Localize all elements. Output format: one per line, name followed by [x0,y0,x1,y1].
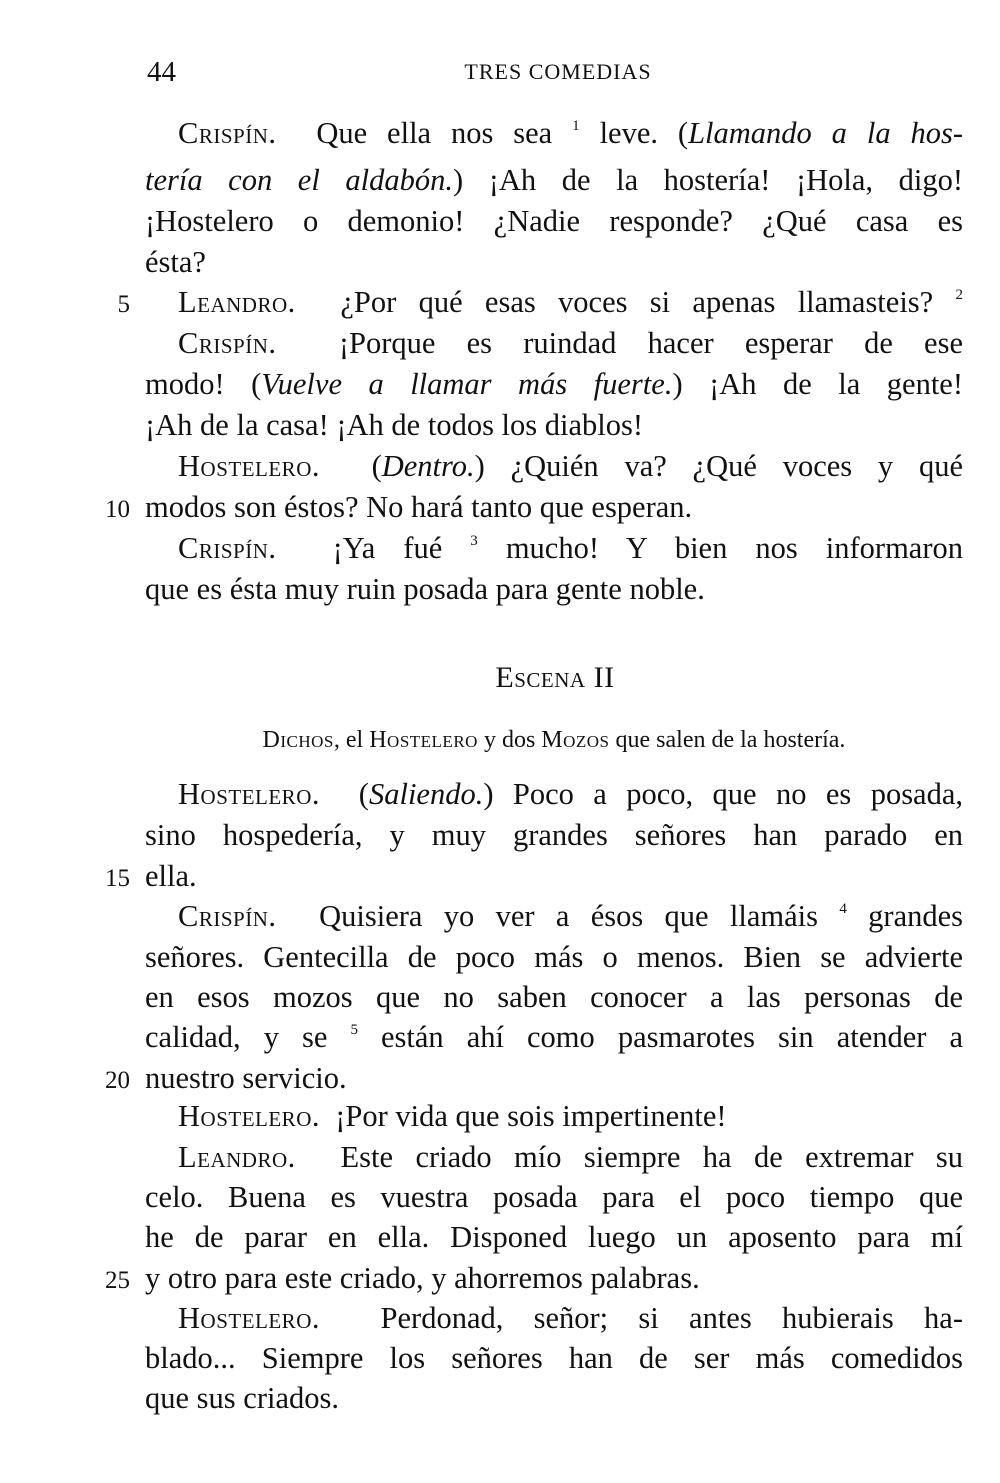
speaker-name: Leandro. [178,1140,296,1174]
text-line [145,1338,963,1378]
text-line [145,1017,963,1057]
text-line [178,446,963,486]
text-line [178,1096,963,1136]
text-line [178,323,963,363]
stage-direction: Llamando a la hos- [688,116,964,150]
dialogue-text: y otro para este criado, y ahorremos palabras. [145,1261,700,1295]
dialogue-text: Este criado mío siempre ha de extremar su [340,1140,964,1174]
footnote-marker: 5 [350,1022,358,1038]
speaker-name: Crispín. [178,116,277,150]
scene-dir-part: Mozos [541,727,610,753]
text-line [178,1137,963,1177]
scene-dir-part: que salen de la hostería. [609,727,846,753]
text-line [145,1217,963,1257]
text-line [178,774,963,814]
text-line [178,282,963,322]
dialogue-text: ¡Ya fué [332,531,443,565]
scene-dir-part: y dos [477,727,542,753]
dialogue-text: he de parar en ella. Disponed luego un aposento para mí [145,1220,963,1254]
text-line [178,1298,963,1338]
dialogue-text: ( [358,777,369,811]
speaker-name: Leandro. [178,285,296,319]
speaker-name: Hostelero. [178,777,320,811]
page-number: 44 [147,56,176,88]
text-line [145,160,963,200]
dialogue-text: grandes [868,899,964,933]
footnote-marker: 2 [955,287,964,303]
dialogue-text: Que ella nos sea [316,116,553,150]
line-number: 25 [105,1267,130,1294]
text-line [145,937,963,977]
dialogue-text: Perdonad, señor; si antes hubierais ha- [380,1301,963,1335]
dialogue-text: que sus criados. [145,1381,339,1415]
dialogue-text: están ahí como pasmarotes sin atender a [381,1020,964,1054]
dialogue-text: que es ésta muy ruin posada para gente noble. [145,572,705,606]
stage-direction: Vuelve a llamar más fuerte. [261,367,673,401]
dialogue-text: ) Poco a poco, que no es posada, [483,777,964,811]
dialogue-text: ¿Por qué esas voces si apenas llamasteis? [340,285,934,319]
text-line [145,201,963,241]
scene-dir-part: Dichos [262,727,334,753]
dialogue-text: celo. Buena es vuestra posada para el poco tiempo que [145,1180,963,1214]
text-line [145,242,963,282]
text-line [178,528,963,568]
text-line [145,1258,963,1298]
speaker-name: Crispín. [178,531,277,565]
stage-direction: Dentro. [381,449,475,483]
text-line [145,487,963,527]
text-line [145,364,963,404]
dialogue-text: leve. ( [599,116,689,150]
text-line [145,856,963,896]
text-line [145,977,963,1017]
dialogue-text: ella. [145,859,197,893]
dialogue-text: ) ¡Ah de la hostería! ¡Hola, digo! [452,163,963,197]
dialogue-text: señores. Gentecilla de poco más o menos. Bien se advierte [145,940,963,974]
scene-dir-part: , el [333,727,370,753]
running-title: TRES COMEDIAS [464,59,652,84]
footnote-marker: 1 [572,118,580,134]
speaker-name: Hostelero. [178,449,320,483]
dialogue-text: ( [371,449,382,483]
dialogue-text: en esos mozos que no saben conocer a las personas de [145,980,963,1014]
dialogue-text: Quisiera yo ver a ésos que llamáis [319,899,819,933]
footnote-marker: 3 [470,533,478,549]
speaker-name: Hostelero. [178,1301,320,1335]
text-line [178,896,963,936]
text-line [145,1378,963,1418]
line-number: 20 [105,1067,130,1094]
dialogue-text: ¡Ah de la casa! ¡Ah de todos los diablos! [145,408,644,442]
speaker-name: Hostelero. [178,1099,320,1133]
dialogue-text: ) ¿Quién va? ¿Qué voces y qué [474,449,964,483]
line-number: 15 [105,865,130,892]
speaker-name: Crispín. [178,326,277,360]
dialogue-text: sino hospedería, y muy grandes señores han parado en [145,818,963,852]
dialogue-text: modo! ( [145,367,262,401]
dialogue-text: ¡Hostelero o demonio! ¿Nadie responde? ¿Qué casa es [145,204,963,238]
dialogue-text: modos son éstos? No hará tanto que esperan. [145,490,693,524]
text-line [145,1058,963,1098]
text-line [145,815,963,855]
speaker-name: Crispín. [178,899,277,933]
scene-title: Escena II [495,661,615,694]
text-line [145,569,963,609]
dialogue-text: mucho! Y bien nos informaron [505,531,963,565]
dialogue-text: ésta? [145,245,206,279]
dialogue-text: ¡Por vida que sois impertinente! [335,1099,727,1133]
line-number: 5 [117,291,130,318]
text-line [178,113,963,153]
text-line [145,1177,963,1217]
dialogue-text: ) ¡Ah de la gente! [672,367,963,401]
dialogue-text: ¡Porque es ruindad hacer esperar de ese [338,326,963,360]
stage-direction: tería con el aldabón. [145,163,453,197]
footnote-marker: 4 [839,901,847,917]
line-number: 10 [105,496,130,523]
stage-direction: Saliendo. [368,777,484,811]
dialogue-text: nuestro servicio. [145,1061,347,1095]
dialogue-text: calidad, y se [145,1020,328,1054]
scene-direction [145,720,963,760]
scene-dir-part: Hostelero [369,727,478,753]
dialogue-text: blado... Siempre los señores han de ser más comedidos [145,1341,963,1375]
text-line [145,405,963,445]
